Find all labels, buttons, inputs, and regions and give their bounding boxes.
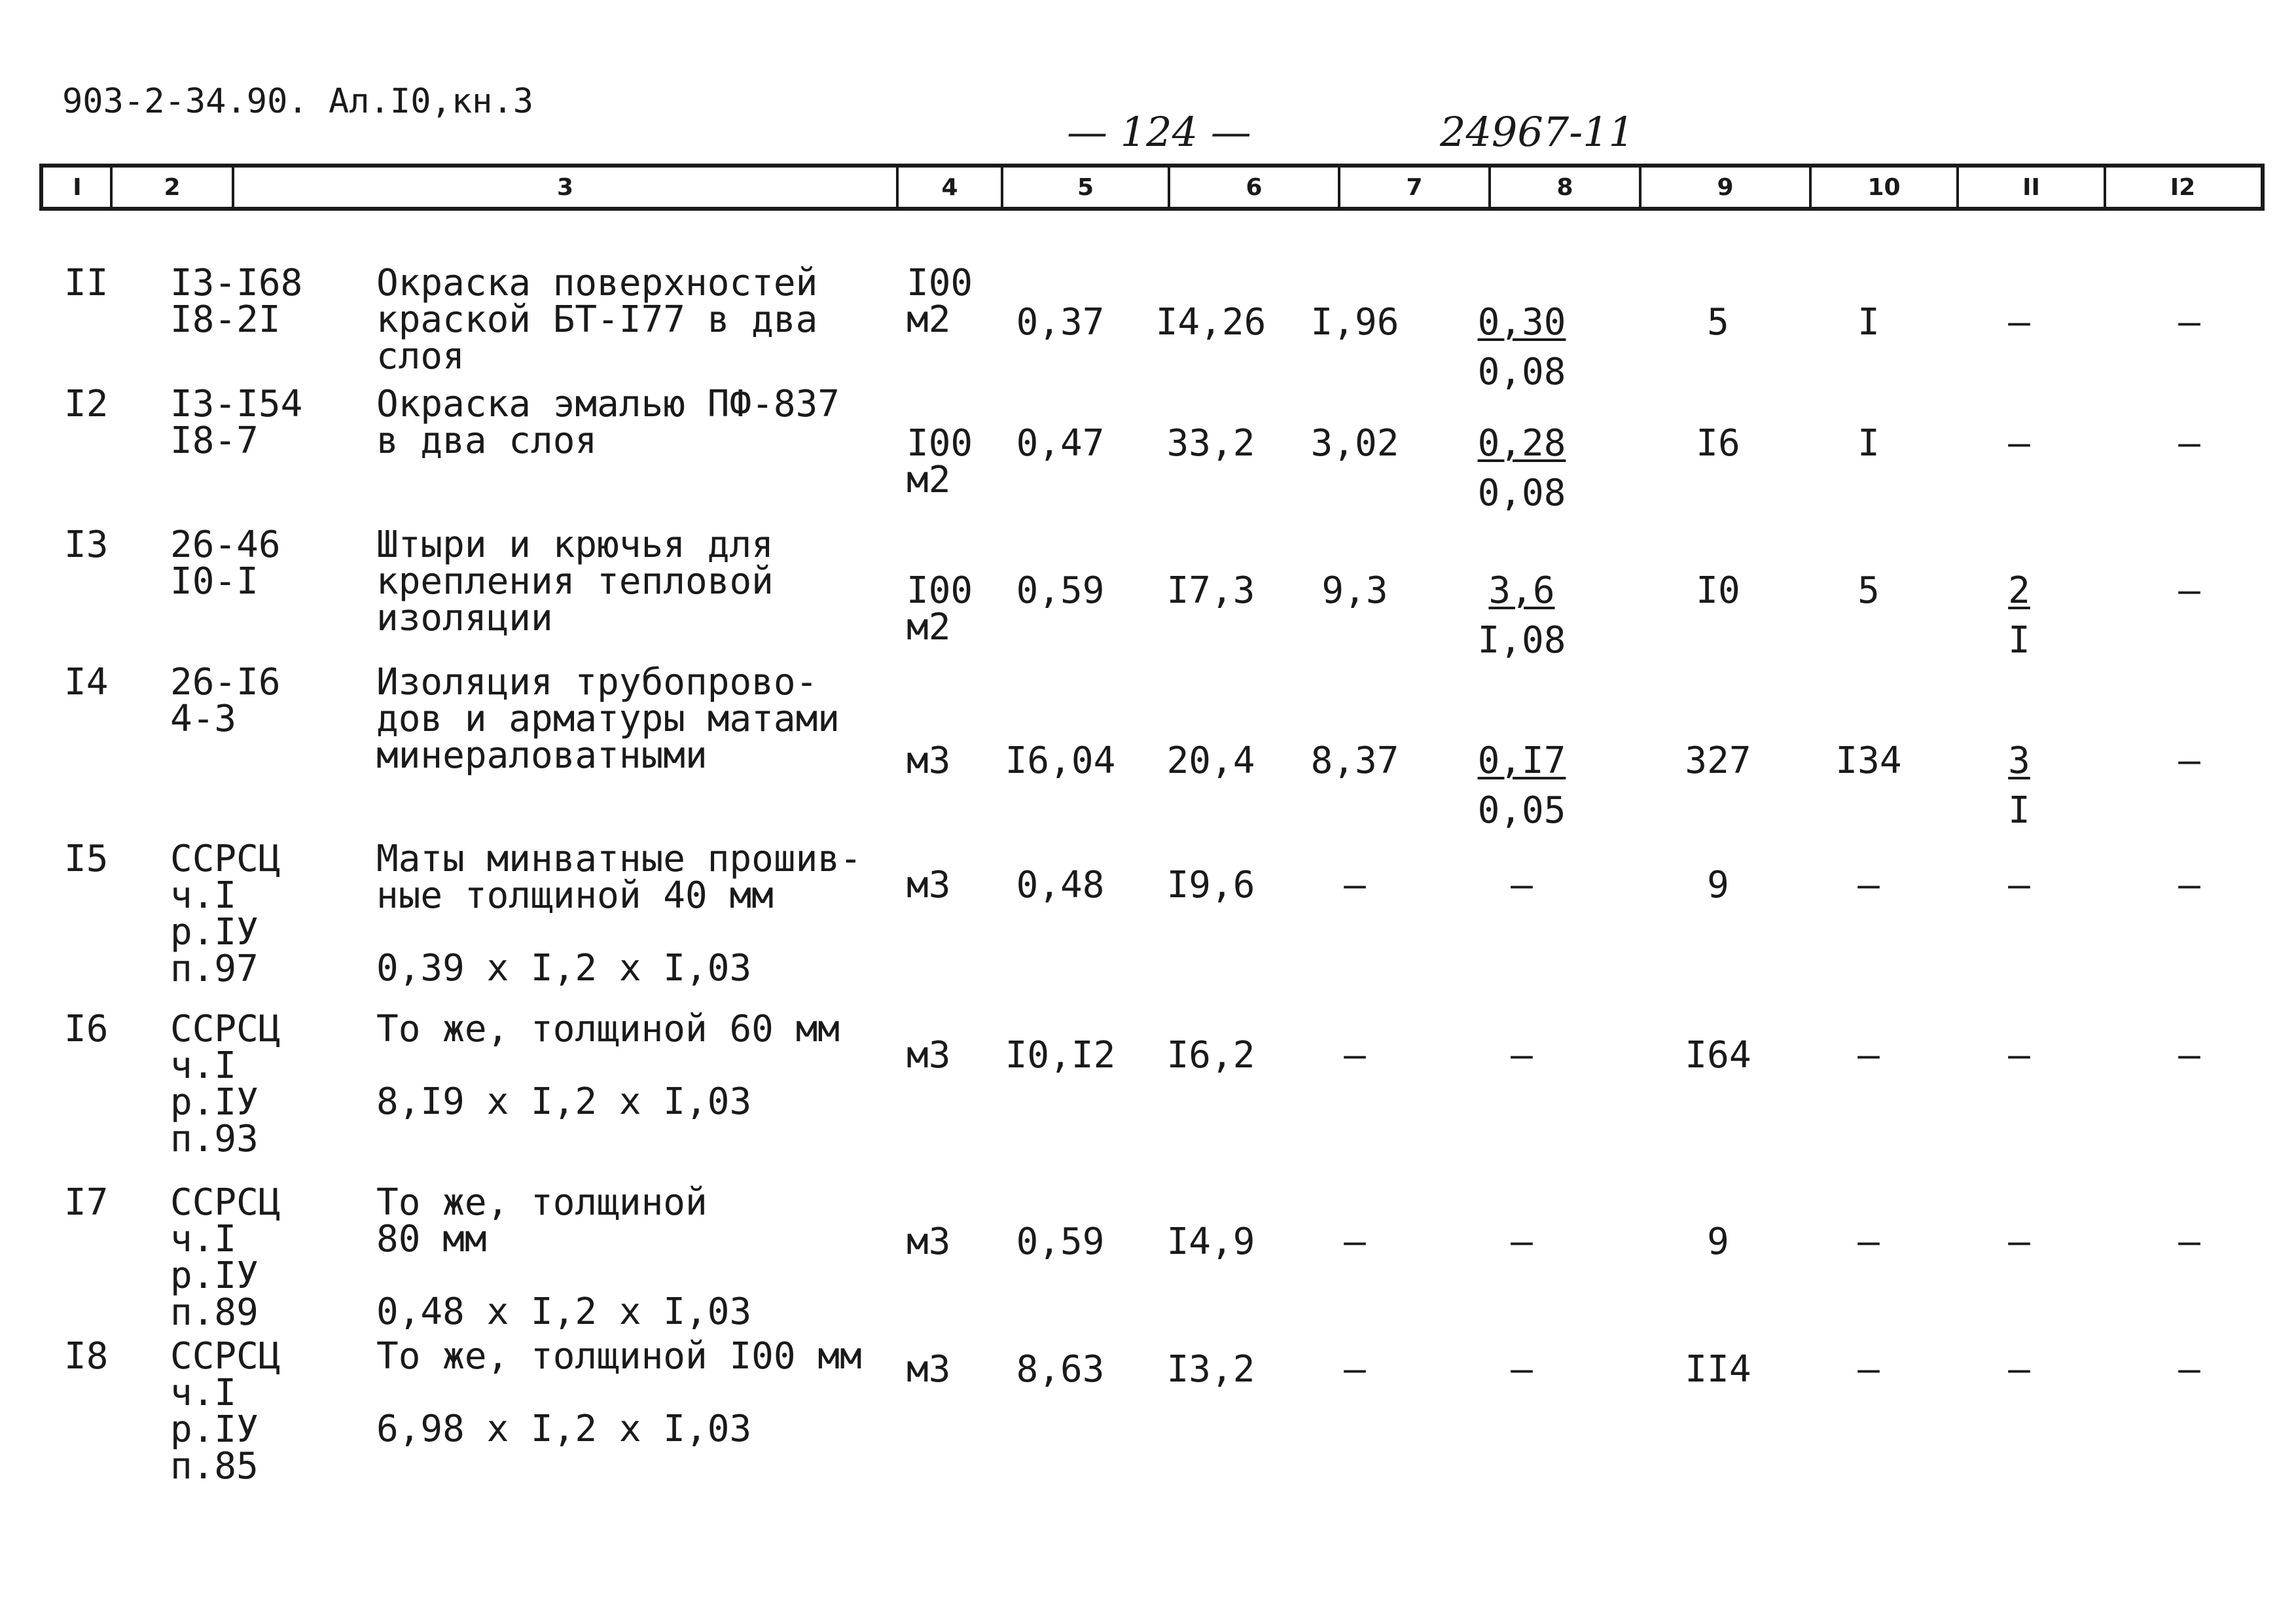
work-description-line: крепления тепловой [376,560,774,603]
wage-cost: – [1344,1348,1366,1391]
row-number: I7 [64,1181,109,1224]
total-wages: I [1857,422,1880,465]
rate-code-line: I0-I [170,560,259,603]
machine-cost-fraction [1511,1034,1533,1077]
work-description-line: краской БТ-I77 в два [376,298,818,341]
rate-code-line: р.IУ [170,911,259,954]
column-header-11: II [2022,173,2040,201]
labour-hours: – [2178,1034,2200,1077]
column-divider [1956,168,1959,207]
work-description-line: То же, толщиной I00 мм [376,1335,862,1378]
unit-of-measure [906,1221,951,1263]
work-description [376,661,840,777]
total-wages: – [1857,1034,1880,1077]
work-description [376,1335,862,1378]
row-number: II [64,262,109,304]
rate-code [170,838,281,990]
column-header-row [39,164,2265,211]
machine-total-fraction [2008,1348,2030,1391]
machine-wage-value: 0,08 [1477,472,1566,514]
rate-code [170,1008,281,1160]
machine-cost-value: – [1511,864,1533,906]
total-cost: I0 [1696,569,1740,612]
work-description-line: дов и арматуры матами [376,698,840,740]
column-divider [896,168,899,207]
rate-code [170,262,303,341]
machine-total-value: – [2008,1034,2030,1077]
machine-cost-value: 0,28 [1477,422,1566,465]
machine-total-value: 2 [2008,569,2030,612]
rate-code-line: ССРСЦ [170,1335,281,1378]
row-number: I2 [64,383,109,425]
wage-cost: – [1344,1221,1366,1263]
work-description-line: То же, толщиной 60 мм [376,1008,840,1050]
column-header-3: 3 [556,173,574,201]
work-description-line: То же, толщиной [376,1181,708,1224]
row-number: I8 [64,1335,109,1378]
machine-cost-fraction [1511,1221,1533,1263]
machine-total-wage-value: I [2008,789,2030,832]
rate-code-line: п.89 [170,1291,259,1334]
machine-total-fraction [2008,569,2030,662]
column-header-7: 7 [1406,173,1423,201]
labour-hours: – [2178,1348,2200,1391]
work-description [376,524,774,639]
rate-code-line: I8-7 [170,419,259,462]
wage-cost: I,96 [1310,301,1399,344]
unit-of-measure [906,864,951,906]
work-description-line: ные толщиной 40 мм [376,874,774,917]
total-wages: – [1857,1221,1880,1263]
wage-cost: – [1344,864,1366,906]
unit-of-measure [906,1034,951,1077]
rate-code-line: 26-46 [170,524,281,566]
rate-code-line: I8-2I [170,298,281,341]
work-description-line: Окраска поверхностей [376,262,818,304]
machine-total-fraction [2008,301,2030,344]
column-header-4: 4 [941,173,958,201]
machine-cost-fraction [1477,301,1566,393]
total-cost: 9 [1707,864,1729,906]
column-divider [1809,168,1812,207]
unit-of-measure-line: I00 [906,262,973,304]
quantity-value: 0,59 [1016,569,1105,612]
unit-of-measure-line: м3 [906,1348,951,1391]
quantity-formula: 0,39 х I,2 х I,03 [376,947,752,990]
rate-code-line: ССРСЦ [170,1181,281,1224]
unit-of-measure-line: м3 [906,1034,951,1077]
labour-hours: – [2178,864,2200,906]
column-header-10: 10 [1867,173,1901,201]
rate-code-line: 4-3 [170,698,237,740]
work-description [376,1008,840,1050]
machine-cost-fraction [1477,740,1566,832]
rate-code [170,1335,281,1488]
rate-code-line: р.IУ [170,1408,259,1451]
work-description-line: 80 мм [376,1218,487,1260]
rate-code-line: р.IУ [170,1081,259,1124]
column-divider [1001,168,1003,207]
row-number: I3 [64,524,109,566]
labour-hours: – [2178,422,2200,465]
rate-code-line: ССРСЦ [170,1008,281,1050]
column-divider [1488,168,1491,207]
machine-cost-value: – [1511,1034,1533,1077]
machine-cost-fraction [1477,422,1566,514]
machine-cost-fraction [1511,864,1533,906]
total-wages: I34 [1835,740,1902,782]
quantity-value: 0,59 [1016,1221,1105,1263]
quantity-value: I0,I2 [1005,1034,1116,1077]
machine-total-value: 3 [2008,740,2030,782]
total-cost: I6 [1696,422,1740,465]
machine-wage-value: 0,08 [1477,351,1566,393]
wage-cost: 8,37 [1310,740,1399,782]
rate-code-line: ч.I [170,1218,237,1260]
rate-code [170,383,303,462]
machine-total-fraction [2008,740,2030,832]
quantity-formula: 6,98 х I,2 х I,03 [376,1408,752,1450]
machine-cost-value: – [1511,1348,1533,1391]
unit-of-measure-line: м2 [906,298,951,341]
machine-cost-value: – [1511,1221,1533,1263]
machine-total-value: – [2008,1348,2030,1391]
total-cost: 9 [1707,1221,1729,1263]
unit-of-measure [906,569,973,649]
wage-cost: 9,3 [1321,569,1388,612]
unit-cost: I9,6 [1166,864,1255,906]
work-description-line: Изоляция трубопрово- [376,661,818,704]
unit-cost: I4,9 [1166,1221,1255,1263]
row-number: I4 [64,661,109,704]
machine-wage-value: 0,05 [1477,789,1566,832]
labour-hours: – [2178,1221,2200,1263]
rate-code-line: п.97 [170,948,259,990]
column-header-12: I2 [2170,173,2196,201]
machine-total-value: – [2008,1221,2030,1263]
rate-code-line: ч.I [170,1044,237,1087]
machine-total-fraction [2008,1034,2030,1077]
total-cost: II4 [1685,1348,1751,1391]
total-cost: 327 [1685,740,1751,782]
machine-total-value: – [2008,301,2030,344]
rate-code [170,1181,281,1334]
column-header-6: 6 [1246,173,1263,201]
unit-of-measure [906,740,951,782]
work-description-line: слоя [376,335,465,378]
rate-code-line: I3-I54 [170,383,303,425]
machine-total-fraction [2008,422,2030,465]
work-description [376,262,818,378]
work-description [376,1181,708,1260]
work-description-line: Окраска эмалью ПФ-837 [376,383,840,425]
column-divider [1639,168,1641,207]
quantity-value: 8,63 [1016,1348,1105,1391]
column-divider [232,168,234,207]
column-divider [1338,168,1340,207]
unit-of-measure [906,1348,951,1391]
page-number: — 124 — [1067,108,1251,156]
rate-code-line: п.93 [170,1118,259,1160]
total-cost: 5 [1707,301,1729,344]
unit-of-measure-line: I00 [906,569,973,612]
row-number: I6 [64,1008,109,1050]
quantity-value: 0,47 [1016,422,1105,465]
unit-of-measure [906,422,973,501]
unit-of-measure-line: I00 [906,422,973,465]
row-number: I5 [64,838,109,880]
column-header-1: I [73,173,82,201]
work-description [376,383,840,462]
rate-code-line: ч.I [170,874,237,917]
work-description-line: в два слоя [376,419,598,462]
rate-code-line: ССРСЦ [170,838,281,880]
rate-code-line: п.85 [170,1445,259,1488]
total-cost: I64 [1685,1034,1751,1077]
work-description [376,838,862,917]
quantity-value: 0,37 [1016,301,1105,344]
quantity-value: I6,04 [1005,740,1116,782]
column-header-9: 9 [1717,173,1734,201]
unit-cost: 20,4 [1166,740,1255,782]
rate-code [170,661,281,740]
machine-cost-value: 0,I7 [1477,740,1566,782]
machine-cost-value: 3,6 [1488,569,1555,612]
machine-cost-fraction [1477,569,1566,662]
column-divider [2104,168,2106,207]
work-description-line: Штыри и крючья для [376,524,774,566]
labour-hours: – [2178,301,2200,344]
work-description-line: Маты минватные прошив- [376,838,862,880]
unit-of-measure-line: м2 [906,606,951,649]
unit-of-measure-line: м3 [906,740,951,782]
unit-cost: I4,26 [1155,301,1266,344]
quantity-value: 0,48 [1016,864,1105,906]
quantity-formula: 0,48 х I,2 х I,03 [376,1291,752,1333]
unit-of-measure-line: м2 [906,459,951,501]
unit-cost: I6,2 [1166,1034,1255,1077]
labour-hours: – [2178,740,2200,782]
work-description-line: минераловатными [376,734,708,777]
column-header-5: 5 [1077,173,1094,201]
machine-wage-value: I,08 [1477,619,1566,662]
unit-cost: 33,2 [1166,422,1255,465]
total-wages: – [1857,1348,1880,1391]
labour-hours: – [2178,569,2200,612]
column-header-2: 2 [164,173,181,201]
column-divider [110,168,113,207]
column-divider [1168,168,1170,207]
rate-code-line: 26-I6 [170,661,281,704]
work-description-line: изоляции [376,597,553,639]
machine-cost-value: 0,30 [1477,301,1566,344]
rate-code-line: р.IУ [170,1255,259,1297]
wage-cost: – [1344,1034,1366,1077]
unit-cost: I7,3 [1166,569,1255,612]
archive-stamp-number: 24967-11 [1440,108,1635,156]
machine-total-value: – [2008,864,2030,906]
document-code: 903-2-34.90. Ал.I0,кн.3 [62,82,534,121]
machine-total-fraction [2008,1221,2030,1263]
unit-of-measure [906,262,973,341]
rate-code-line: I3-I68 [170,262,303,304]
machine-total-wage-value: I [2008,619,2030,662]
total-wages: I [1857,301,1880,344]
rate-code-line: ч.I [170,1372,237,1414]
quantity-formula: 8,I9 х I,2 х I,03 [376,1080,752,1123]
total-wages: – [1857,864,1880,906]
unit-of-measure-line: м3 [906,1221,951,1263]
machine-total-fraction [2008,864,2030,906]
unit-cost: I3,2 [1166,1348,1255,1391]
total-wages: 5 [1857,569,1880,612]
machine-total-value: – [2008,422,2030,465]
wage-cost: 3,02 [1310,422,1399,465]
column-header-8: 8 [1556,173,1573,201]
machine-cost-fraction [1511,1348,1533,1391]
unit-of-measure-line: м3 [906,864,951,906]
rate-code [170,524,281,603]
